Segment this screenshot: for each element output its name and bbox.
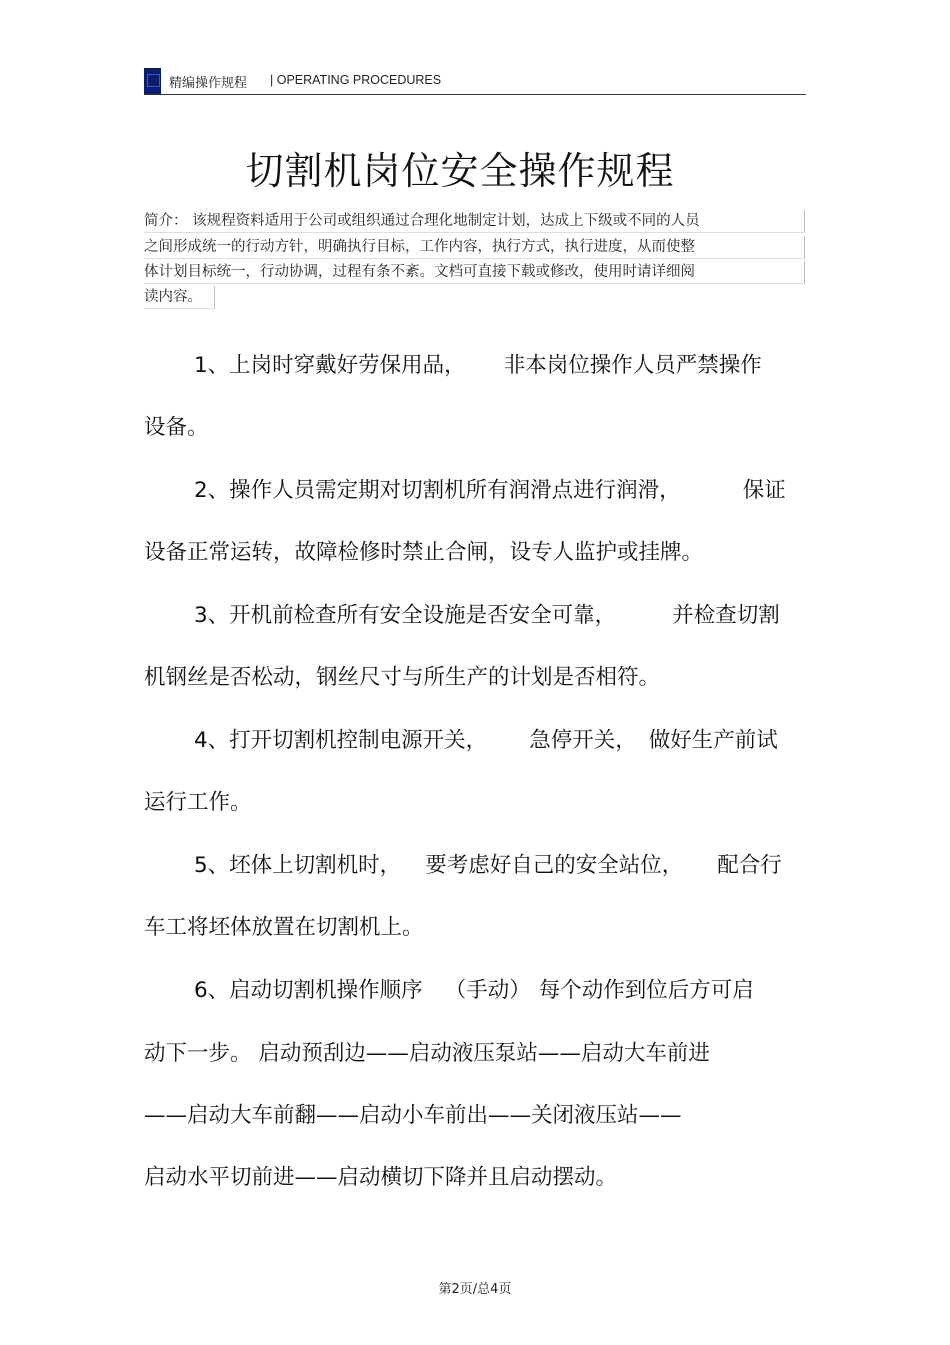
summary-line: 之间形成统一的行动方针，明确执行目标，工作内容，执行方式，执行进度，从而使整 <box>144 236 805 259</box>
clause-text: 要考虑好自己的安全站位， <box>425 853 684 878</box>
clause-1-line-2: 设备。 <box>144 415 209 440</box>
clause-text: 6、启动切割机操作顺序 <box>194 978 423 1003</box>
clause-text: 4、打开切割机控制电源开关， <box>194 728 488 753</box>
clause-5-line-1 <box>194 852 856 880</box>
clause-6-line-4: 启动水平切前进——启动横切下降并且启动摆动。 <box>144 1165 618 1190</box>
clause-4-line-2: 运行工作。 <box>144 790 252 815</box>
clause-text: 保证 <box>742 478 786 503</box>
clause-2-line-2: 设备正常运转，故障检修时禁止合闸，设专人监护或挂牌。 <box>144 540 704 565</box>
clause-3-line-1 <box>194 602 856 630</box>
clause-text: 每个动作到位后方可启 <box>538 978 754 1003</box>
clause-text: 2、操作人员需定期对切割机所有润滑点进行润滑， <box>194 478 681 503</box>
clause-4-line-1 <box>194 727 856 755</box>
clause-1-line-1 <box>194 352 856 380</box>
page-number: 第2页/总4页 <box>438 1282 512 1297</box>
summary-line: 体计划目标统一，行动协调，过程有条不紊。文档可直接下载或修改，使用时请详细阅 <box>144 261 805 284</box>
clause-text: 3、开机前检查所有安全设施是否安全可靠， <box>194 603 617 628</box>
clause-text: 5、坯体上切割机时， <box>194 853 402 878</box>
clause-text: 并检查切割 <box>672 603 780 628</box>
header-subtitle: | OPERATING PROCEDURES <box>270 73 442 87</box>
header-category: 精编操作规程 <box>169 76 248 91</box>
clause-text: 急停开关， <box>529 728 637 753</box>
clause-text: 1、上岗时穿戴好劳保用品， <box>194 353 466 378</box>
brand-logo-icon <box>144 68 161 94</box>
clause-6-line-2: 动下一步。 启动预刮边——启动液压泵站——启动大车前进 <box>144 1041 710 1066</box>
clause-6-line-1 <box>194 977 856 1005</box>
clause-text: （手动） <box>444 978 531 1003</box>
clause-5-line-2: 车工将坯体放置在切割机上。 <box>144 915 424 940</box>
summary-line: 简介： 该规程资料适用于公司或组织通过合理化地制定计划，达成上下级或不同的人员 <box>144 210 805 233</box>
clause-text: 配合行 <box>717 853 782 878</box>
clause-2-line-1 <box>194 477 856 505</box>
clause-text: 非本岗位操作人员严禁操作 <box>503 353 762 378</box>
page-header <box>144 66 806 95</box>
summary-line: 读内容。 <box>144 286 215 309</box>
clause-text: 做好生产前试 <box>648 728 778 753</box>
clause-6-line-3: ——启动大车前翻——启动小车前出——关闭液压站—— <box>144 1103 682 1128</box>
document-title: 切割机岗位安全操作规程 <box>245 149 675 193</box>
clause-3-line-2: 机钢丝是否松动，钢丝尺寸与所生产的计划是否相符。 <box>144 665 661 690</box>
